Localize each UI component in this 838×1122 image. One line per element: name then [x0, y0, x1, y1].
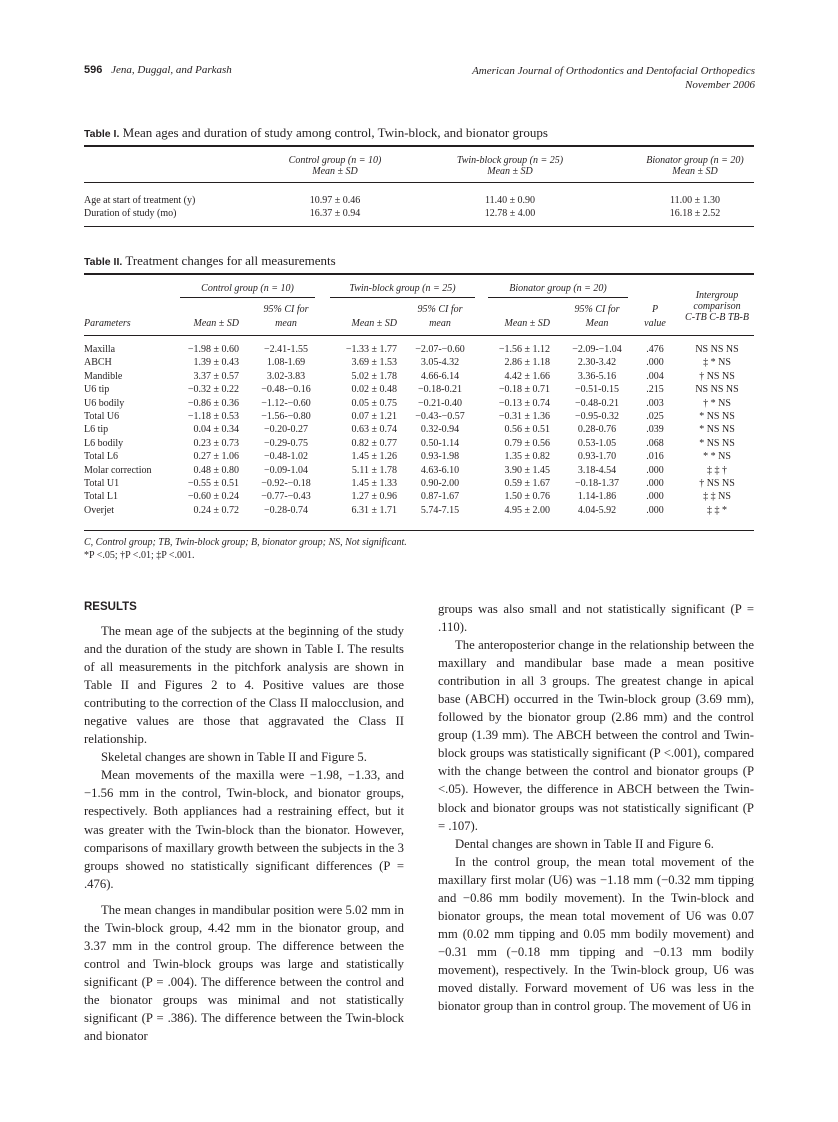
cell-value: −0.48-−0.16 — [261, 384, 311, 396]
cell-value: ‡ ‡ NS — [703, 491, 731, 503]
table-2-header-rule — [84, 335, 754, 336]
cell-value: 1.35 ± 0.82 — [504, 451, 550, 463]
issue-date: November 2006 — [685, 79, 755, 91]
cell-value: 0.79 ± 0.56 — [504, 437, 550, 449]
cell-value: 0.02 ± 0.48 — [351, 384, 397, 396]
cell-value: 0.87-1.67 — [420, 491, 460, 503]
cell-value: −0.55 ± 0.51 — [187, 478, 239, 489]
table-1-bottom-rule — [84, 226, 754, 227]
table-2-label: Table II. — [84, 256, 123, 268]
cell-value: ‡ ‡ * — [707, 504, 727, 516]
cell-value: −1.98 ± 0.60 — [187, 344, 239, 355]
row-label: L6 tip — [84, 424, 109, 436]
cell-value: 1.08-1.69 — [266, 357, 306, 369]
ci-header: Mean — [585, 318, 609, 329]
page-number: 596 — [84, 64, 103, 76]
cell-value: −1.56-−0.80 — [261, 411, 311, 422]
ci-header: mean — [275, 318, 297, 329]
running-header-right — [472, 64, 755, 92]
ci-header: 95% CI for — [417, 304, 463, 315]
row-label: Total L1 — [84, 491, 119, 503]
footnote-significance: *P <.05; †P <.01; ‡P <.001. — [84, 550, 195, 561]
cell-value: −2.07-−0.60 — [415, 344, 465, 355]
cell-value: −1.12-−0.60 — [261, 397, 311, 409]
cell-value: 2.30-3.42 — [577, 357, 617, 369]
row-label: U6 bodily — [84, 397, 125, 409]
p-header: P — [651, 304, 659, 315]
table-2-bottom-rule — [84, 530, 754, 531]
cell-value: 1.45 ± 1.26 — [351, 451, 397, 463]
row-label: Overjet — [84, 504, 114, 516]
cell-value: −0.28-0.74 — [264, 504, 308, 516]
paragraph: groups was also small and not statistically significant (P = .110). — [438, 602, 754, 635]
cell-value: −0.21-0.40 — [418, 397, 462, 409]
cell-value: 2.86 ± 1.18 — [504, 357, 550, 369]
cell-value: 0.56 ± 0.51 — [504, 424, 550, 436]
cell-value: 5.11 ± 1.78 — [351, 464, 397, 476]
cell-value: .003 — [646, 397, 664, 409]
cell-value: 1.14-1.86 — [577, 491, 617, 503]
cell-value: 0.28-0.76 — [577, 424, 617, 436]
cell-value: 4.04-5.92 — [577, 504, 617, 516]
table-1-group-header: Bionator group (n = 20) Mean ± SD — [646, 155, 744, 177]
cell-value: 0.04 ± 0.34 — [193, 424, 239, 436]
row-label: L6 bodily — [84, 437, 124, 449]
cell-value: .476 — [646, 344, 664, 355]
table-1-label: Table I. — [84, 128, 120, 140]
cell-value: ‡ * NS — [703, 357, 731, 369]
cell-value: 0.05 ± 0.75 — [351, 397, 397, 409]
cell-value: 5.02 ± 1.78 — [351, 370, 397, 382]
cell-value: .039 — [646, 424, 664, 436]
cell-value: 11.00 ± 1.30 — [669, 195, 721, 206]
running-authors: Jena, Duggal, and Parkash — [111, 64, 232, 76]
cell-value: −0.60 ± 0.24 — [187, 491, 239, 503]
table-1-top-rule — [84, 145, 754, 147]
mean-sd-header: Mean ± SD — [504, 318, 550, 329]
cell-value: 3.05-4.32 — [420, 357, 460, 369]
cell-value: −0.13 ± 0.74 — [498, 397, 550, 409]
cell-value: 3.37 ± 0.57 — [193, 370, 239, 382]
cell-value: .000 — [646, 504, 664, 516]
cell-value: −0.20-0.27 — [264, 424, 308, 436]
table-1-title: Mean ages and duration of study among control, Twin-block, and bionator groups — [122, 125, 548, 140]
table-1-group-header: Control group (n = 10) Mean ± SD — [288, 155, 382, 177]
table-2-top-rule — [84, 273, 754, 275]
cell-value: 1.27 ± 0.96 — [351, 491, 397, 503]
cell-value: 0.93-1.70 — [577, 451, 617, 463]
cell-value: † NS NS — [699, 478, 735, 489]
cell-value: .025 — [646, 411, 664, 422]
paragraph: The anteroposterior change in the relationship between the maxillary and mandibular base made a mean positive contribution in all 3 groups. The greatest change in apical base (ABCH) occurred in the Twin-block group (3.69 mm), followed by the bionator group (2.86 mm) and the control group (1.39 mm). The ABCH between the control and Twin-block groups was statistically significant (P <.001), compared with the change between the control and bionator groups (P <.05). However, the difference in ABCH between the Twin-block and bionator groups was not statistically significant (P = .107). — [438, 638, 754, 833]
row-label: U6 tip — [84, 384, 110, 396]
param-header: Parameters — [84, 318, 131, 329]
row-label: Mandible — [84, 370, 123, 382]
table-2-footnote — [84, 536, 407, 562]
cell-value: 0.23 ± 0.73 — [193, 437, 239, 449]
cell-value: 0.90-2.00 — [420, 478, 460, 489]
cell-value: .000 — [646, 357, 664, 369]
paragraph: The mean changes in mandibular position were 5.02 mm in the Twin-block group, 4.42 mm in the bionator group, and 3.37 mm in the control group. The difference between the control and Twin-block groups was large and statistically significant (P = .004). The difference between the control and the bionator groups was minimal and not statistically significant (P = .386). The difference between the Twin-block and bionator — [84, 902, 404, 1044]
cell-value: 0.59 ± 1.67 — [504, 478, 550, 489]
p-header: value — [644, 318, 666, 329]
cell-value: −0.29-0.75 — [264, 437, 308, 449]
cell-value: .016 — [646, 451, 664, 463]
running-header-left — [84, 64, 232, 76]
cell-value: 3.90 ± 1.45 — [504, 464, 550, 476]
cell-value: 0.50-1.14 — [420, 437, 460, 449]
row-label: Total U1 — [84, 478, 120, 489]
cell-value: † * NS — [703, 397, 731, 409]
cell-value: 11.40 ± 0.90 — [484, 195, 536, 206]
row-label: ABCH — [84, 357, 112, 369]
cell-value: 10.97 ± 0.46 — [309, 195, 361, 206]
cell-value: 3.02-3.83 — [266, 370, 306, 382]
cell-value: −0.92-−0.18 — [261, 478, 311, 489]
cell-value: −0.43-−0.57 — [415, 411, 465, 422]
table-2-title: Treatment changes for all measurements — [125, 253, 336, 268]
group-span-rule — [330, 297, 475, 298]
cell-value: 1.39 ± 0.43 — [193, 357, 239, 369]
cell-value: .068 — [646, 437, 664, 449]
cell-value: 1.50 ± 0.76 — [504, 491, 550, 503]
cell-value: −1.56 ± 1.12 — [498, 344, 550, 355]
cell-value: −0.51-0.15 — [575, 384, 619, 396]
cell-value: 4.95 ± 2.00 — [504, 504, 550, 516]
section-heading-results: RESULTS — [84, 601, 137, 613]
table-2-group-twinblock: Twin-block group (n = 25) — [349, 283, 456, 294]
paragraph: Skeletal changes are shown in Table II and Figure 5. — [101, 750, 367, 765]
cell-value: 4.42 ± 1.66 — [504, 370, 550, 382]
cell-value: .000 — [646, 491, 664, 503]
cell-value: −0.18-1.37 — [575, 478, 619, 489]
row-label: Molar correction — [84, 464, 152, 476]
cell-value: ‡ ‡ † — [707, 464, 727, 476]
table-2-caption — [84, 253, 336, 269]
cell-value: .000 — [646, 478, 664, 489]
row-label: Age at start of treatment (y) — [84, 195, 196, 206]
cell-value: 0.32-0.94 — [420, 424, 460, 436]
mean-sd-header: Mean ± SD — [193, 318, 239, 329]
journal-name: American Journal of Orthodontics and Dentofacial Orthopedics — [472, 65, 755, 77]
table-2-group-bionator: Bionator group (n = 20) — [509, 283, 607, 294]
cell-value: 0.82 ± 0.77 — [351, 437, 397, 449]
cell-value: † NS NS — [699, 370, 735, 382]
row-label: Maxilla — [84, 344, 116, 355]
cell-value: .004 — [646, 370, 664, 382]
cell-value: −0.48-1.02 — [264, 451, 308, 463]
cell-value: −0.86 ± 0.36 — [187, 397, 239, 409]
left-column — [84, 622, 404, 1045]
cell-value: 6.31 ± 1.71 — [351, 504, 397, 516]
paragraph: The mean age of the subjects at the beginning of the study and the duration of the study are shown in Table I. The results of all measurements in the pitchfork analysis are shown in Table II and Figures 2 to 4. Positive values are those contributing to the correction of the Class II malocclusion, and negative values are those that aggravated the Class II relationship. — [84, 624, 404, 747]
cell-value: NS NS NS — [695, 344, 739, 355]
cell-value: 4.66-6.14 — [420, 370, 460, 382]
cell-value: 3.36-5.16 — [577, 370, 617, 382]
table-2-group-control: Control group (n = 10) — [201, 283, 294, 294]
cell-value: 16.18 ± 2.52 — [669, 208, 721, 219]
intergroup-header: Intergroup comparison C-TB C-B TB-B — [685, 290, 749, 323]
cell-value: 3.18-4.54 — [577, 464, 617, 476]
cell-value: 4.63-6.10 — [420, 464, 460, 476]
cell-value: 0.53-1.05 — [577, 437, 617, 449]
paragraph: In the control group, the mean total movement of the maxillary first molar (U6) was −1.18 mm (−0.32 mm tipping and −0.86 mm bodily movement). In the Twin-block and bionator groups, the mean total movement of U6 was 0.07 mm (0.02 mm tipping and 0.05 mm bodily movement) and −0.31 mm (−0.18 mm tipping and −0.13 mm bodily movement), respectively. In the Twin-block group, U6 was moved distally. Forward movement of U6 was less in the bionator group than in control group. The movement of U6 in — [438, 854, 754, 1014]
ci-header: 95% CI for — [574, 304, 620, 315]
cell-value: * NS NS — [699, 437, 735, 449]
cell-value: .215 — [646, 384, 664, 396]
cell-value: 3.69 ± 1.53 — [351, 357, 397, 369]
cell-value: 5.74-7.15 — [420, 504, 460, 516]
mean-sd-header: Mean ± SD — [351, 318, 397, 329]
row-label: Duration of study (mo) — [84, 208, 177, 219]
paragraph: Mean movements of the maxilla were −1.98, −1.33, and −1.56 mm in the control, Twin-block, and bionator groups, respectively. Both appliances had a restraining effect, but it was greater with the Twin-block than the bionator. However, comparisons of maxillary growth between the subjects in the 3 groups showed no statistically significant differences (P = .476). — [84, 768, 404, 891]
cell-value: −2.41-1.55 — [264, 344, 308, 355]
cell-value: NS NS NS — [695, 384, 739, 396]
cell-value: * NS NS — [699, 424, 735, 436]
cell-value: −1.18 ± 0.53 — [187, 411, 239, 422]
cell-value: −0.95-0.32 — [575, 411, 619, 422]
ci-header: 95% CI for — [263, 304, 309, 315]
cell-value: −0.32 ± 0.22 — [187, 384, 239, 396]
paragraph: Dental changes are shown in Table II and Figure 6. — [455, 836, 714, 851]
cell-value: −0.09-1.04 — [264, 464, 308, 476]
cell-value: −2.09-−1.04 — [572, 344, 622, 355]
cell-value: 1.45 ± 1.33 — [351, 478, 397, 489]
group-span-rule — [180, 297, 315, 298]
cell-value: −0.18-0.21 — [418, 384, 462, 396]
cell-value: −0.18 ± 0.71 — [498, 384, 550, 396]
cell-value: 12.78 ± 4.00 — [484, 208, 536, 219]
table-1-group-header: Twin-block group (n = 25) Mean ± SD — [456, 155, 564, 177]
cell-value: 0.24 ± 0.72 — [193, 504, 239, 516]
cell-value: 0.63 ± 0.74 — [351, 424, 397, 436]
cell-value: 0.48 ± 0.80 — [193, 464, 239, 476]
table-1-caption — [84, 125, 548, 141]
cell-value: 16.37 ± 0.94 — [309, 208, 361, 219]
cell-value: −0.77-−0.43 — [261, 491, 311, 503]
cell-value: * NS NS — [699, 411, 735, 422]
cell-value: −1.33 ± 1.77 — [345, 344, 397, 355]
cell-value: 0.27 ± 1.06 — [193, 451, 239, 463]
cell-value: −0.31 ± 1.36 — [498, 411, 550, 422]
cell-value: −0.48-0.21 — [575, 397, 619, 409]
table-1-header-rule — [84, 182, 754, 183]
cell-value: .000 — [646, 464, 664, 476]
row-label: Total L6 — [84, 451, 119, 463]
ci-header: mean — [429, 318, 451, 329]
group-span-rule — [488, 297, 628, 298]
cell-value: 0.93-1.98 — [420, 451, 460, 463]
cell-value: * * NS — [703, 451, 731, 463]
footnote-abbrev: C, Control group; TB, Twin-block group; B, bionator group; NS, Not significant. — [84, 537, 407, 548]
right-column — [438, 600, 754, 1015]
row-label: Total U6 — [84, 411, 120, 422]
cell-value: 0.07 ± 1.21 — [351, 411, 397, 422]
